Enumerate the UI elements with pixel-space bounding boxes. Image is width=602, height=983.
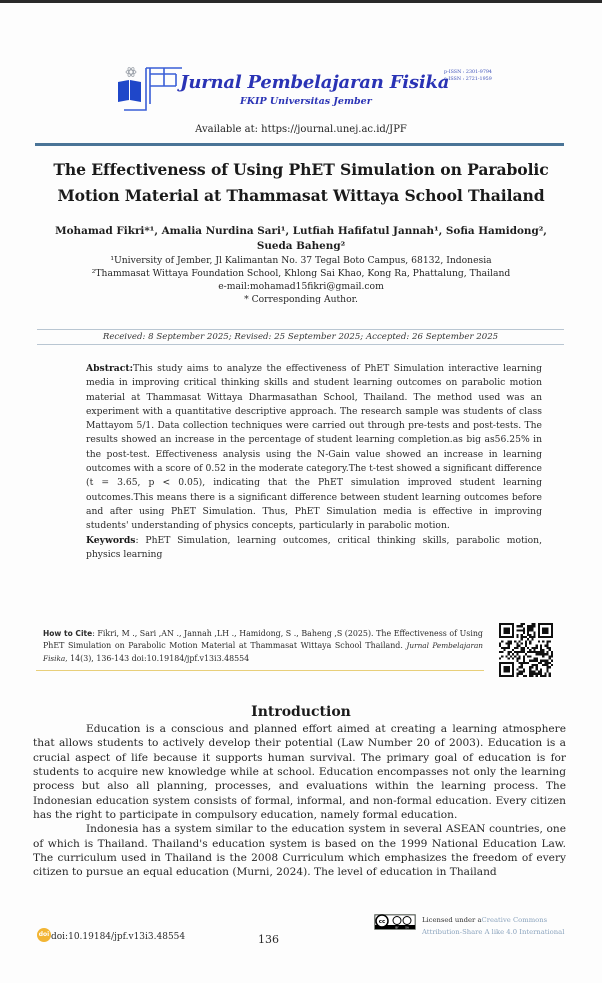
qr-module xyxy=(531,660,533,662)
qr-module xyxy=(534,632,536,634)
qr-module xyxy=(538,673,540,675)
qr-module xyxy=(529,627,531,629)
qr-module xyxy=(510,655,512,657)
qr-module xyxy=(527,632,529,634)
license-link-cc[interactable]: Creative Commons xyxy=(481,916,548,924)
qr-module xyxy=(551,664,553,666)
qr-module xyxy=(527,629,529,631)
qr-module xyxy=(529,640,531,642)
qr-module xyxy=(503,627,509,633)
qr-module xyxy=(516,634,518,636)
qr-module xyxy=(508,658,510,660)
introduction-body xyxy=(33,722,566,880)
qr-module xyxy=(534,634,536,636)
article-dates: Received: 8 September 2025; Revised: 25 September 2025; Accepted: 26 September 2025 xyxy=(37,329,564,345)
qr-module xyxy=(544,675,546,677)
qr-module xyxy=(536,666,538,668)
by-label: BY xyxy=(395,926,399,930)
qr-module xyxy=(547,668,549,670)
qr-module xyxy=(518,655,520,657)
qr-module xyxy=(542,675,544,677)
qr-module xyxy=(549,649,551,651)
qr-module xyxy=(510,642,512,644)
qr-module xyxy=(529,671,531,673)
affiliation-1: ¹University of Jember, Jl Kalimantan No. 37 Tegal Boto Campus, 68132, Indonesia xyxy=(110,255,492,266)
qr-module xyxy=(518,625,520,627)
sa-label: SA xyxy=(405,926,409,930)
qr-module xyxy=(529,629,531,631)
qr-module xyxy=(529,634,531,636)
qr-module xyxy=(499,645,501,647)
affiliations xyxy=(30,254,572,306)
affiliation-2: ²Thammasat Wittaya Foundation School, Khlong Sai Khao, Kong Ra, Phattalung, Thailand xyxy=(91,268,511,279)
qr-module xyxy=(540,668,542,670)
qr-module xyxy=(529,668,531,670)
qr-module xyxy=(547,671,549,673)
qr-module xyxy=(551,653,553,655)
qr-module xyxy=(512,649,514,651)
qr-module xyxy=(521,666,523,668)
intro-paragraph-1: Education is a conscious and planned effort aimed at creating a learning atmosphere that allows students to actively develop their potential (Law Number 20 of 2003). Education is a crucial aspect of life because it supports human survival. The primary goal of education is for students to acquire new knowledge while at school. Education encompasses not only the learning process but also all planning, processes, and evaluations within the learning process. The Indonesian education system consists of formal, informal, and non-formal education. Every citizen has the right to participate in compulsory education, namely formal education. xyxy=(33,723,566,822)
qr-module xyxy=(551,660,553,662)
qr-module xyxy=(521,662,523,664)
qr-module xyxy=(534,649,536,651)
qr-module xyxy=(510,640,512,642)
qr-module xyxy=(534,651,536,653)
qr-module xyxy=(516,675,518,677)
qr-module xyxy=(521,651,523,653)
e-issn: e-ISSN : 2721-1959 xyxy=(444,77,492,82)
author-list xyxy=(30,224,572,254)
qr-module xyxy=(542,651,544,653)
qr-module xyxy=(542,627,548,633)
qr-module xyxy=(523,623,525,625)
qr-module xyxy=(531,627,533,629)
qr-module xyxy=(499,651,501,653)
qr-module xyxy=(501,651,503,653)
qr-module xyxy=(531,675,533,677)
qr-module xyxy=(536,645,538,647)
qr-module xyxy=(542,653,544,655)
qr-module xyxy=(549,655,551,657)
qr-module xyxy=(534,664,536,666)
qr-module xyxy=(531,638,533,640)
cite-journal: Jurnal Pembelajaran Fisika, xyxy=(43,641,483,663)
abstract-section xyxy=(86,362,542,562)
issn-block xyxy=(444,69,492,83)
qr-module xyxy=(547,647,549,649)
qr-module xyxy=(499,658,501,660)
abstract-paragraph xyxy=(86,362,542,534)
qr-module xyxy=(540,653,542,655)
title-line-2: Motion Material at Thammasat Wittaya School Thailand xyxy=(57,186,545,205)
qr-module xyxy=(508,647,510,649)
qr-module xyxy=(549,673,551,675)
qr-module xyxy=(536,664,538,666)
qr-module xyxy=(547,651,549,653)
qr-module xyxy=(521,636,523,638)
qr-module xyxy=(529,636,531,638)
qr-module xyxy=(516,660,518,662)
authors-line-2: Sueda Baheng² xyxy=(256,240,346,252)
qr-module xyxy=(531,651,533,653)
qr-module xyxy=(547,664,549,666)
doi-icon: doi xyxy=(37,928,51,942)
intro-paragraph-2: Indonesia has a system similar to the education system in several ASEAN countries, one of which is Thailand. Thailand's education system is based on the 1999 National Education Law. The curriculum used in Thailand is the 2008 Curriculum which emphasizes the freedom of every citizen to pursue an equal education (Murni, 2024). The level of education in Thailand xyxy=(33,823,566,879)
qr-module xyxy=(536,658,538,660)
qr-code-icon[interactable] xyxy=(498,623,554,677)
qr-module xyxy=(514,640,516,642)
window-top-edge xyxy=(0,0,602,3)
qr-module xyxy=(508,645,510,647)
keywords-label: Keywords xyxy=(86,534,136,546)
abstract-label: Abstract: xyxy=(86,363,133,374)
qr-module xyxy=(547,660,549,662)
qr-module xyxy=(538,651,540,653)
qr-module xyxy=(525,640,527,642)
qr-module xyxy=(547,662,549,664)
license-prefix: Licensed under a xyxy=(422,916,482,924)
qr-module xyxy=(523,668,525,670)
qr-module xyxy=(505,642,507,644)
qr-module xyxy=(523,651,525,653)
qr-module xyxy=(518,645,520,647)
qr-module xyxy=(523,627,525,629)
qr-module xyxy=(536,675,538,677)
qr-module xyxy=(527,662,529,664)
qr-module xyxy=(499,642,501,644)
atom-icon xyxy=(126,67,136,78)
qr-module xyxy=(516,668,518,670)
footer-doi[interactable]: doi:10.19184/jpf.v13i3.48554 xyxy=(51,932,186,942)
journal-name: Jurnal Pembelajaran Fisika xyxy=(180,72,450,93)
qr-module xyxy=(527,651,529,653)
qr-module xyxy=(527,634,529,636)
cite-text-after: 14(3), 136-143 doi:10.19184/jpf.v13i3.48554 xyxy=(67,653,250,663)
qr-module xyxy=(538,640,540,642)
qr-module xyxy=(521,673,523,675)
qr-module xyxy=(508,640,510,642)
qr-module xyxy=(523,675,525,677)
qr-module xyxy=(529,649,531,651)
qr-module xyxy=(518,640,520,642)
qr-module xyxy=(531,625,533,627)
qr-module xyxy=(529,655,531,657)
qr-module xyxy=(536,673,538,675)
qr-module xyxy=(540,645,542,647)
qr-module xyxy=(540,647,542,649)
qr-module xyxy=(549,647,551,649)
qr-module xyxy=(542,640,544,642)
qr-module xyxy=(501,655,503,657)
qr-module xyxy=(536,668,538,670)
qr-module xyxy=(518,651,520,653)
qr-module xyxy=(529,673,531,675)
keywords-paragraph xyxy=(86,534,542,563)
qr-module xyxy=(529,660,531,662)
qr-module xyxy=(516,636,518,638)
qr-module xyxy=(538,671,540,673)
qr-module xyxy=(538,653,540,655)
qr-module xyxy=(544,645,546,647)
qr-module xyxy=(527,625,529,627)
qr-module xyxy=(525,636,527,638)
paper-title xyxy=(30,157,572,209)
qr-module xyxy=(521,629,523,631)
license-line-1 xyxy=(422,914,564,926)
how-to-cite xyxy=(43,628,483,665)
qr-module xyxy=(540,671,542,673)
qr-module xyxy=(503,666,509,672)
qr-module xyxy=(525,653,527,655)
qr-module xyxy=(523,636,525,638)
authors-line-1: Mohamad Fikri*¹, Amalia Nurdina Sari¹, Lutfiah Hafifatul Jannah¹, Sofia Hamidong², xyxy=(55,225,547,237)
qr-module xyxy=(508,653,510,655)
qr-module xyxy=(529,666,531,668)
qr-module xyxy=(514,647,516,649)
qr-module xyxy=(510,651,512,653)
qr-module xyxy=(514,655,516,657)
qr-module xyxy=(547,653,549,655)
qr-module xyxy=(540,673,542,675)
qr-module xyxy=(527,638,529,640)
qr-module xyxy=(544,653,546,655)
qr-module xyxy=(525,642,527,644)
qr-module xyxy=(525,662,527,664)
qr-module xyxy=(544,660,546,662)
journal-url[interactable]: Available at: https://journal.unej.ac.id/JPF xyxy=(195,124,407,135)
qr-module xyxy=(521,638,523,640)
qr-module xyxy=(518,666,520,668)
qr-module xyxy=(531,623,533,625)
qr-module xyxy=(547,642,549,644)
qr-module xyxy=(527,655,529,657)
sa-icon xyxy=(403,917,411,925)
p-issn: p-ISSN : 2301-9794 xyxy=(444,70,492,75)
introduction-heading: Introduction xyxy=(251,704,351,720)
journal-institution: FKIP Universitas Jember xyxy=(240,96,372,107)
qr-module xyxy=(529,642,531,644)
qr-module xyxy=(540,649,542,651)
qr-module xyxy=(542,660,544,662)
corresponding-note: * Corresponding Author. xyxy=(244,294,358,305)
qr-module xyxy=(525,675,527,677)
qr-module xyxy=(518,673,520,675)
qr-module xyxy=(529,675,531,677)
qr-module xyxy=(514,651,516,653)
qr-module xyxy=(501,640,503,642)
qr-module xyxy=(516,653,518,655)
abstract-text: This study aims to analyze the effectiveness of PhET Simulation interactive learning media in improving critical thinking skills and student learning outcomes on parabolic motion material at Thammasat Wittaya Dharmasathan School, Thailand. The method used was an experiment with a quantitative descriptive approach. The research sample was students of class Mattayom 5/1. Data collection techniques were carried out through pre-tests and post-tests. The results showed an increase in the percentage of student learning completion.as big as56.25% in the post-test. Effectiveness analysis using the N-Gain value showed an increase in learning outcomes with a score of 0.52 in the moderate category.The t-test showed a significant difference (t = 3.65, p < 0.05), indicating that the PhET simulation improved student learning outcomes.This means there is a significant difference between student learning outcomes before and after using PhET Simulation. Thus, PhET Simulation media is effective in improving students' understanding of physics concepts, particularly in parabolic motion. xyxy=(86,363,542,532)
qr-module xyxy=(521,623,523,625)
qr-module xyxy=(536,647,538,649)
qr-module xyxy=(521,642,523,644)
qr-module xyxy=(523,655,525,657)
qr-module xyxy=(521,634,523,636)
qr-module xyxy=(551,651,553,653)
qr-module xyxy=(505,655,507,657)
qr-module xyxy=(549,658,551,660)
qr-module xyxy=(534,623,536,625)
qr-module xyxy=(521,625,523,627)
qr-module xyxy=(531,636,533,638)
qr-module xyxy=(534,647,536,649)
license-statement xyxy=(422,914,564,938)
qr-module xyxy=(518,671,520,673)
qr-module xyxy=(544,673,546,675)
qr-module xyxy=(544,662,546,664)
header-divider xyxy=(35,143,564,146)
qr-module xyxy=(523,658,525,660)
qr-module xyxy=(521,649,523,651)
qr-module xyxy=(516,647,518,649)
qr-module xyxy=(534,658,536,660)
cite-label: How to Cite xyxy=(43,629,93,638)
qr-module xyxy=(534,671,536,673)
qr-module xyxy=(516,629,518,631)
qr-module xyxy=(529,625,531,627)
title-line-1: The Effectiveness of Using PhET Simulation on Parabolic xyxy=(53,160,549,179)
qr-module xyxy=(536,660,538,662)
qr-module xyxy=(531,629,533,631)
qr-module xyxy=(501,647,503,649)
qr-module xyxy=(531,671,533,673)
qr-module xyxy=(527,627,529,629)
qr-module xyxy=(523,649,525,651)
qr-module xyxy=(549,675,551,677)
qr-module xyxy=(516,658,518,660)
qr-module xyxy=(531,673,533,675)
qr-module xyxy=(534,636,536,638)
qr-module xyxy=(505,647,507,649)
qr-module xyxy=(525,645,527,647)
journal-logo-book-atom-icon xyxy=(116,64,186,116)
page-number: 136 xyxy=(258,933,279,946)
qr-module xyxy=(516,651,518,653)
qr-module xyxy=(540,675,542,677)
qr-module xyxy=(503,647,505,649)
qr-module xyxy=(536,651,538,653)
qr-module xyxy=(531,664,533,666)
license-link-by-sa[interactable]: Attribution-Share A like 4.0 International xyxy=(422,928,565,936)
qr-module xyxy=(547,666,549,668)
qr-module xyxy=(531,666,533,668)
qr-module xyxy=(516,625,518,627)
qr-module xyxy=(521,671,523,673)
qr-module xyxy=(547,640,549,642)
qr-module xyxy=(508,642,510,644)
qr-module xyxy=(544,664,546,666)
qr-module xyxy=(540,660,542,662)
qr-module xyxy=(542,664,544,666)
cc-by-sa-license-icon[interactable] xyxy=(374,914,416,930)
qr-module xyxy=(523,632,525,634)
qr-module xyxy=(547,645,549,647)
open-book-icon xyxy=(118,80,141,102)
qr-module xyxy=(523,629,525,631)
qr-module xyxy=(549,666,551,668)
qr-module xyxy=(534,673,536,675)
qr-module xyxy=(551,655,553,657)
qr-module xyxy=(529,651,531,653)
cite-divider xyxy=(36,670,484,671)
qr-module xyxy=(521,647,523,649)
qr-module xyxy=(538,662,540,664)
qr-module xyxy=(540,651,542,653)
qr-module xyxy=(542,649,544,651)
qr-module xyxy=(523,660,525,662)
author-email[interactable]: e-mail:mohamad15fikri@gmail.com xyxy=(218,281,384,292)
qr-module xyxy=(536,653,538,655)
qr-module xyxy=(518,662,520,664)
qr-module xyxy=(516,673,518,675)
qr-module xyxy=(527,647,529,649)
qr-module xyxy=(518,658,520,660)
qr-module xyxy=(516,642,518,644)
qr-module xyxy=(549,640,551,642)
qr-module xyxy=(531,647,533,649)
qr-module xyxy=(534,625,536,627)
qr-module xyxy=(503,649,505,651)
qr-module xyxy=(534,660,536,662)
qr-module xyxy=(523,671,525,673)
qr-module xyxy=(523,662,525,664)
qr-module xyxy=(540,662,542,664)
qr-module xyxy=(523,647,525,649)
keywords-text: : PhET Simulation, learning outcomes, critical thinking skills, parabolic motion, physics learning xyxy=(86,534,542,560)
qr-module xyxy=(542,655,544,657)
qr-module xyxy=(508,651,510,653)
qr-module xyxy=(516,645,518,647)
qr-module xyxy=(518,629,520,631)
qr-module xyxy=(549,662,551,664)
by-icon xyxy=(393,917,401,925)
qr-module xyxy=(512,658,514,660)
cite-text-before: : Fikri, M ., Sari ,AN ., Jannah ,LH ., Hamidong, S ., Baheng ,S (2025). The Effectiveness of Using PhET Simulation on Parabolic Motion Material at Thammasat Wittaya School Thailand. xyxy=(43,629,483,651)
qr-module xyxy=(512,653,514,655)
qr-module xyxy=(521,664,523,666)
cc-glyph: cc xyxy=(378,919,386,925)
